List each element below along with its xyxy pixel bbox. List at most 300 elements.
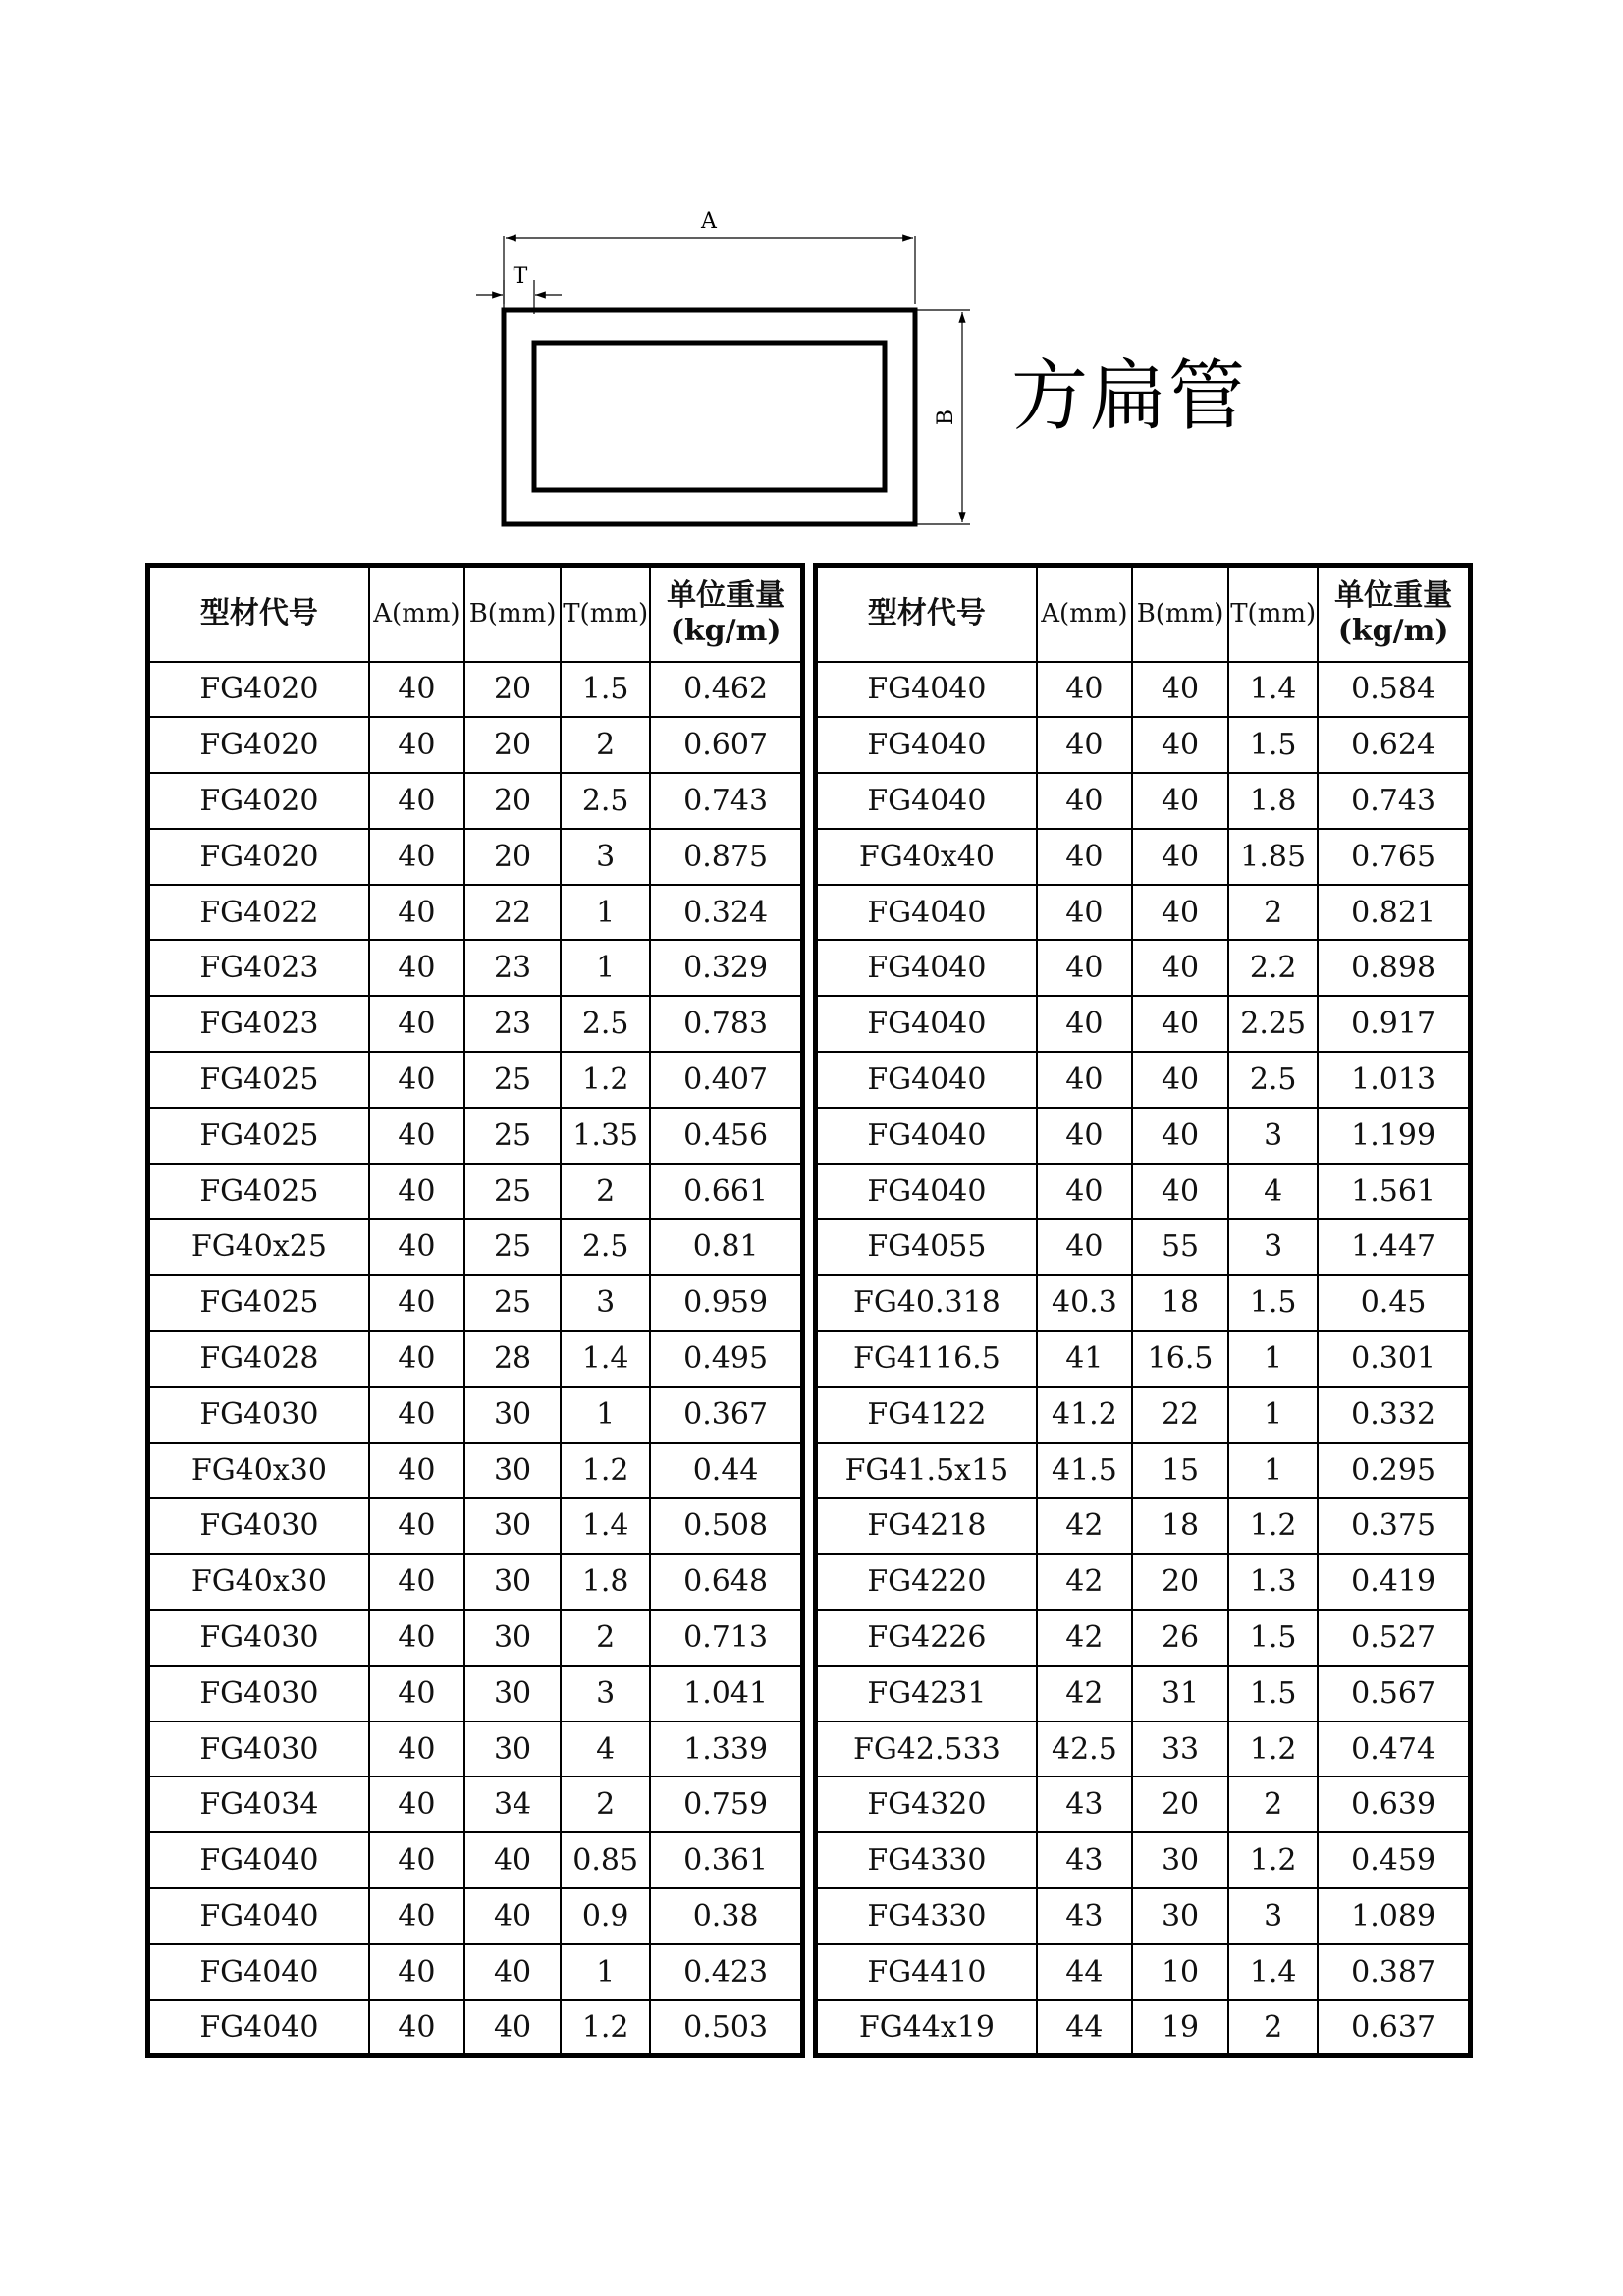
cell-t: 0.85: [561, 1832, 650, 1888]
cell-b: 40: [1132, 1052, 1228, 1108]
cell-t: 2: [561, 1164, 650, 1220]
cell-code: FG4020: [148, 662, 369, 718]
cell-a: 40: [1037, 717, 1132, 773]
cell-t: 1.2: [1228, 1722, 1318, 1777]
cell-weight: 0.361: [650, 1832, 802, 1888]
cell-code: FG4030: [148, 1722, 369, 1777]
header-b: B(mm): [464, 566, 561, 662]
header-code: 型材代号: [816, 566, 1037, 662]
cell-weight: 0.407: [650, 1052, 802, 1108]
cell-b: 40: [1132, 1164, 1228, 1220]
table-row: [816, 773, 1471, 829]
header-weight: [650, 566, 802, 662]
cell-a: 40: [369, 2000, 464, 2056]
cell-weight: 0.875: [650, 829, 802, 885]
page-title: 方扁管: [1011, 353, 1248, 441]
cell-weight: 0.375: [1318, 1498, 1470, 1554]
cell-code: FG4040: [816, 1108, 1037, 1164]
cell-code: FG42.533: [816, 1722, 1037, 1777]
cell-t: 1.4: [561, 1498, 650, 1554]
header-weight-label: 单位重量: [667, 578, 785, 614]
table-row: [816, 996, 1471, 1052]
cell-weight: 0.45: [1318, 1275, 1470, 1331]
table-row: [148, 1387, 803, 1443]
cell-code: FG4040: [816, 885, 1037, 941]
cell-b: 25: [464, 1164, 561, 1220]
cell-code: FG4055: [816, 1219, 1037, 1275]
cell-code: FG4020: [148, 773, 369, 829]
cell-t: 1.2: [561, 1052, 650, 1108]
cell-b: 25: [464, 1108, 561, 1164]
cell-b: 20: [1132, 1777, 1228, 1832]
cell-t: 2.5: [561, 773, 650, 829]
table-row: [148, 1610, 803, 1666]
table-row: [148, 1164, 803, 1220]
cell-a: 40: [1037, 829, 1132, 885]
cell-a: 44: [1037, 2000, 1132, 2056]
cell-weight: 0.38: [650, 1888, 802, 1944]
cell-code: FG4040: [816, 717, 1037, 773]
cell-code: FG40x30: [148, 1554, 369, 1610]
header-row: [816, 566, 1471, 662]
cell-b: 31: [1132, 1666, 1228, 1722]
cell-weight: 0.474: [1318, 1722, 1470, 1777]
cell-weight: 1.089: [1318, 1888, 1470, 1944]
table-row: [148, 1832, 803, 1888]
cell-b: 22: [464, 885, 561, 941]
cell-b: 22: [1132, 1387, 1228, 1443]
cell-b: 40: [1132, 885, 1228, 941]
cell-code: FG4030: [148, 1610, 369, 1666]
cell-weight: 0.759: [650, 1777, 802, 1832]
cell-a: 40: [1037, 1052, 1132, 1108]
cell-weight: 0.462: [650, 662, 802, 718]
cell-a: 42: [1037, 1554, 1132, 1610]
cell-code: FG4040: [816, 1052, 1037, 1108]
cell-a: 40: [1037, 1164, 1132, 1220]
cell-code: FG4030: [148, 1666, 369, 1722]
cell-code: FG4330: [816, 1832, 1037, 1888]
table-row: [816, 1498, 1471, 1554]
table-body: [816, 662, 1471, 2056]
cell-a: 40: [369, 1777, 464, 1832]
cell-t: 2: [1228, 885, 1318, 941]
cell-weight: 0.527: [1318, 1610, 1470, 1666]
table-row: [816, 1108, 1471, 1164]
cell-a: 40: [369, 1108, 464, 1164]
spec-table-left: [145, 563, 805, 2058]
cell-a: 40: [369, 1164, 464, 1220]
cell-code: FG4040: [148, 2000, 369, 2056]
dimension-label-a: A: [701, 209, 717, 234]
cell-code: FG4020: [148, 717, 369, 773]
header-weight-unit: (kg/m): [1337, 614, 1449, 649]
cell-t: 1.5: [1228, 1275, 1318, 1331]
table-row: [148, 940, 803, 996]
cell-code: FG4231: [816, 1666, 1037, 1722]
cell-t: 2: [561, 717, 650, 773]
cell-t: 3: [561, 1275, 650, 1331]
cell-b: 40: [1132, 662, 1228, 718]
cell-b: 40: [464, 1888, 561, 1944]
cell-code: FG4410: [816, 1944, 1037, 2000]
cell-t: 2.25: [1228, 996, 1318, 1052]
cell-code: FG4030: [148, 1498, 369, 1554]
table-row: [148, 1777, 803, 1832]
cell-weight: 0.459: [1318, 1832, 1470, 1888]
table-row: [816, 885, 1471, 941]
cell-b: 20: [1132, 1554, 1228, 1610]
table-row: [148, 1275, 803, 1331]
cell-a: 40: [369, 885, 464, 941]
cell-a: 42: [1037, 1498, 1132, 1554]
cell-a: 40: [369, 1832, 464, 1888]
table-row: [148, 1052, 803, 1108]
table-row: [148, 1888, 803, 1944]
cell-code: FG4320: [816, 1777, 1037, 1832]
cell-code: FG4030: [148, 1387, 369, 1443]
cell-code: FG4034: [148, 1777, 369, 1832]
cell-t: 3: [561, 829, 650, 885]
cell-b: 30: [464, 1722, 561, 1777]
table-row: [148, 1722, 803, 1777]
cell-weight: 0.743: [1318, 773, 1470, 829]
cell-t: 4: [1228, 1164, 1318, 1220]
cell-t: 1: [561, 885, 650, 941]
cell-a: 41: [1037, 1331, 1132, 1387]
cell-weight: 0.637: [1318, 2000, 1470, 2056]
cell-weight: 0.567: [1318, 1666, 1470, 1722]
table-row: [816, 662, 1471, 718]
cell-code: FG4028: [148, 1331, 369, 1387]
cell-t: 2.5: [1228, 1052, 1318, 1108]
cell-a: 40: [369, 1052, 464, 1108]
cell-a: 40: [369, 1888, 464, 1944]
cell-t: 2: [561, 1777, 650, 1832]
cell-weight: 0.295: [1318, 1443, 1470, 1499]
cell-weight: 0.607: [650, 717, 802, 773]
cell-a: 40: [369, 1219, 464, 1275]
cell-t: 2.2: [1228, 940, 1318, 996]
cell-t: 1.8: [561, 1554, 650, 1610]
cell-b: 40: [1132, 773, 1228, 829]
table-row: [816, 1052, 1471, 1108]
table-row: [148, 1554, 803, 1610]
cell-code: FG4116.5: [816, 1331, 1037, 1387]
header-a: A(mm): [369, 566, 464, 662]
cell-code: FG4020: [148, 829, 369, 885]
cell-a: 40: [369, 996, 464, 1052]
table-row: [816, 1387, 1471, 1443]
cell-weight: 0.783: [650, 996, 802, 1052]
cell-b: 40: [1132, 1108, 1228, 1164]
cell-code: FG40.318: [816, 1275, 1037, 1331]
cell-t: 1: [1228, 1331, 1318, 1387]
table-row: [816, 1610, 1471, 1666]
cell-code: FG4040: [816, 662, 1037, 718]
cell-weight: 0.661: [650, 1164, 802, 1220]
table-row: [816, 829, 1471, 885]
cell-a: 40: [1037, 1108, 1132, 1164]
table-row: [816, 1832, 1471, 1888]
cell-t: 1: [561, 1944, 650, 2000]
cell-a: 40: [369, 940, 464, 996]
cell-weight: 1.447: [1318, 1219, 1470, 1275]
cell-weight: 0.898: [1318, 940, 1470, 996]
table-body: [148, 662, 803, 2056]
cell-code: FG4226: [816, 1610, 1037, 1666]
cell-weight: 0.765: [1318, 829, 1470, 885]
cell-t: 1.5: [1228, 1610, 1318, 1666]
cell-code: FG4025: [148, 1275, 369, 1331]
cell-a: 40: [1037, 773, 1132, 829]
table-row: [816, 1888, 1471, 1944]
header-weight: [1318, 566, 1470, 662]
cell-weight: 0.301: [1318, 1331, 1470, 1387]
cell-a: 40: [369, 1944, 464, 2000]
cell-b: 40: [1132, 940, 1228, 996]
cell-b: 19: [1132, 2000, 1228, 2056]
cell-b: 25: [464, 1219, 561, 1275]
cell-a: 40: [1037, 940, 1132, 996]
cell-t: 1: [561, 940, 650, 996]
cell-b: 15: [1132, 1443, 1228, 1499]
cell-b: 18: [1132, 1275, 1228, 1331]
cell-t: 4: [561, 1722, 650, 1777]
cell-a: 40: [369, 1275, 464, 1331]
table-row: [148, 1331, 803, 1387]
cell-b: 30: [464, 1554, 561, 1610]
cell-t: 2.5: [561, 996, 650, 1052]
cell-code: FG4040: [148, 1888, 369, 1944]
table-row: [148, 662, 803, 718]
table-row: [816, 940, 1471, 996]
table-row: [148, 1498, 803, 1554]
cell-t: 1.35: [561, 1108, 650, 1164]
cell-code: FG4040: [816, 773, 1037, 829]
cell-weight: 0.419: [1318, 1554, 1470, 1610]
table-row: [148, 1108, 803, 1164]
cell-t: 1.4: [561, 1331, 650, 1387]
cell-code: FG4023: [148, 996, 369, 1052]
cell-code: FG40x40: [816, 829, 1037, 885]
table-row: [816, 717, 1471, 773]
cell-code: FG4122: [816, 1387, 1037, 1443]
cell-code: FG4040: [148, 1832, 369, 1888]
table-row: [148, 773, 803, 829]
cell-code: FG41.5x15: [816, 1443, 1037, 1499]
cell-code: FG4330: [816, 1888, 1037, 1944]
cell-b: 23: [464, 996, 561, 1052]
cell-b: 28: [464, 1331, 561, 1387]
spec-table-right: [813, 563, 1473, 2058]
cell-b: 40: [1132, 829, 1228, 885]
cell-t: 1.3: [1228, 1554, 1318, 1610]
dimension-label-t: T: [513, 264, 528, 289]
cell-code: FG4022: [148, 885, 369, 941]
cell-weight: 0.508: [650, 1498, 802, 1554]
cell-b: 40: [464, 1832, 561, 1888]
cell-weight: 0.821: [1318, 885, 1470, 941]
cell-code: FG4025: [148, 1052, 369, 1108]
cell-a: 43: [1037, 1888, 1132, 1944]
cell-a: 40: [369, 1331, 464, 1387]
cell-a: 42: [1037, 1610, 1132, 1666]
cell-weight: 0.423: [650, 1944, 802, 2000]
cell-a: 41.2: [1037, 1387, 1132, 1443]
cell-weight: 0.503: [650, 2000, 802, 2056]
table-row: [816, 1554, 1471, 1610]
cell-t: 1.2: [1228, 1498, 1318, 1554]
cell-b: 20: [464, 717, 561, 773]
header-row: [148, 566, 803, 662]
cell-code: FG4040: [816, 996, 1037, 1052]
cell-a: 40: [369, 1666, 464, 1722]
cell-a: 40: [369, 1498, 464, 1554]
cell-t: 1.5: [1228, 1666, 1318, 1722]
cell-b: 40: [1132, 996, 1228, 1052]
cell-t: 1.5: [561, 662, 650, 718]
cell-code: FG4220: [816, 1554, 1037, 1610]
cell-t: 1: [1228, 1443, 1318, 1499]
cell-a: 44: [1037, 1944, 1132, 2000]
cell-a: 40: [369, 1554, 464, 1610]
cell-code: FG4040: [816, 1164, 1037, 1220]
cell-b: 30: [1132, 1832, 1228, 1888]
cell-a: 42.5: [1037, 1722, 1132, 1777]
cell-t: 2: [1228, 2000, 1318, 2056]
cell-t: 3: [1228, 1108, 1318, 1164]
cell-a: 40: [369, 1387, 464, 1443]
cell-t: 1.4: [1228, 1944, 1318, 2000]
cell-weight: 0.329: [650, 940, 802, 996]
cell-code: FG44x19: [816, 2000, 1037, 2056]
cell-t: 1.4: [1228, 662, 1318, 718]
tube-cross-section-diagram: [452, 196, 1060, 540]
cell-b: 20: [464, 829, 561, 885]
cell-b: 26: [1132, 1610, 1228, 1666]
cell-b: 40: [464, 2000, 561, 2056]
table-row: [148, 885, 803, 941]
cell-a: 40: [1037, 662, 1132, 718]
cell-weight: 0.81: [650, 1219, 802, 1275]
cell-a: 40: [369, 1610, 464, 1666]
cell-weight: 0.584: [1318, 662, 1470, 718]
cell-weight: 0.44: [650, 1443, 802, 1499]
cell-a: 40: [369, 662, 464, 718]
cell-a: 42: [1037, 1666, 1132, 1722]
table-row: [816, 1777, 1471, 1832]
cell-b: 55: [1132, 1219, 1228, 1275]
cell-code: FG4025: [148, 1164, 369, 1220]
header-t: T(mm): [561, 566, 650, 662]
cell-b: 30: [464, 1443, 561, 1499]
cell-a: 43: [1037, 1832, 1132, 1888]
cell-a: 40: [1037, 885, 1132, 941]
cell-weight: 1.013: [1318, 1052, 1470, 1108]
cell-b: 33: [1132, 1722, 1228, 1777]
cell-code: FG40x30: [148, 1443, 369, 1499]
cell-weight: 0.495: [650, 1331, 802, 1387]
cell-b: 30: [464, 1498, 561, 1554]
header-weight-unit: (kg/m): [670, 614, 782, 649]
cell-weight: 0.713: [650, 1610, 802, 1666]
cell-t: 3: [1228, 1219, 1318, 1275]
table-row: [816, 1331, 1471, 1387]
dimension-label-b: B: [934, 409, 958, 426]
cell-weight: 1.561: [1318, 1164, 1470, 1220]
cell-t: 1: [561, 1387, 650, 1443]
header-t: T(mm): [1228, 566, 1318, 662]
cell-b: 34: [464, 1777, 561, 1832]
cell-a: 40: [369, 1443, 464, 1499]
cell-weight: 0.743: [650, 773, 802, 829]
header-b: B(mm): [1132, 566, 1228, 662]
cell-weight: 0.387: [1318, 1944, 1470, 2000]
cell-b: 25: [464, 1275, 561, 1331]
cell-a: 40: [369, 1722, 464, 1777]
cell-weight: 0.959: [650, 1275, 802, 1331]
cell-weight: 0.332: [1318, 1387, 1470, 1443]
cell-t: 3: [561, 1666, 650, 1722]
cell-weight: 0.324: [650, 885, 802, 941]
header-a: A(mm): [1037, 566, 1132, 662]
cell-weight: 0.456: [650, 1108, 802, 1164]
cell-b: 40: [1132, 717, 1228, 773]
cell-b: 30: [464, 1666, 561, 1722]
table-row: [816, 1275, 1471, 1331]
cell-code: FG4023: [148, 940, 369, 996]
cell-weight: 1.041: [650, 1666, 802, 1722]
cell-code: FG4218: [816, 1498, 1037, 1554]
cell-b: 40: [464, 1944, 561, 2000]
cell-weight: 0.624: [1318, 717, 1470, 773]
cell-t: 1.8: [1228, 773, 1318, 829]
cell-t: 1.85: [1228, 829, 1318, 885]
table-row: [816, 1666, 1471, 1722]
cell-b: 30: [464, 1610, 561, 1666]
cell-t: 1.2: [561, 2000, 650, 2056]
header-weight-label: 单位重量: [1334, 578, 1453, 614]
cell-code: FG4040: [816, 940, 1037, 996]
cell-weight: 0.917: [1318, 996, 1470, 1052]
cell-b: 18: [1132, 1498, 1228, 1554]
cell-weight: 1.199: [1318, 1108, 1470, 1164]
cell-t: 1.2: [1228, 1832, 1318, 1888]
table-row: [148, 1219, 803, 1275]
table-row: [148, 1666, 803, 1722]
table-row: [816, 1443, 1471, 1499]
cell-a: 40: [369, 829, 464, 885]
cell-code: FG40x25: [148, 1219, 369, 1275]
table-row: [148, 717, 803, 773]
cell-a: 40: [1037, 1219, 1132, 1275]
cell-b: 16.5: [1132, 1331, 1228, 1387]
cell-code: FG4025: [148, 1108, 369, 1164]
cell-t: 2: [1228, 1777, 1318, 1832]
table-row: [816, 1219, 1471, 1275]
cell-b: 23: [464, 940, 561, 996]
cell-t: 2: [561, 1610, 650, 1666]
cell-t: 1.5: [1228, 717, 1318, 773]
cell-b: 25: [464, 1052, 561, 1108]
cell-t: 0.9: [561, 1888, 650, 1944]
table-row: [816, 1944, 1471, 2000]
cell-t: 3: [1228, 1888, 1318, 1944]
cell-weight: 1.339: [650, 1722, 802, 1777]
cell-weight: 0.639: [1318, 1777, 1470, 1832]
table-row: [148, 1443, 803, 1499]
